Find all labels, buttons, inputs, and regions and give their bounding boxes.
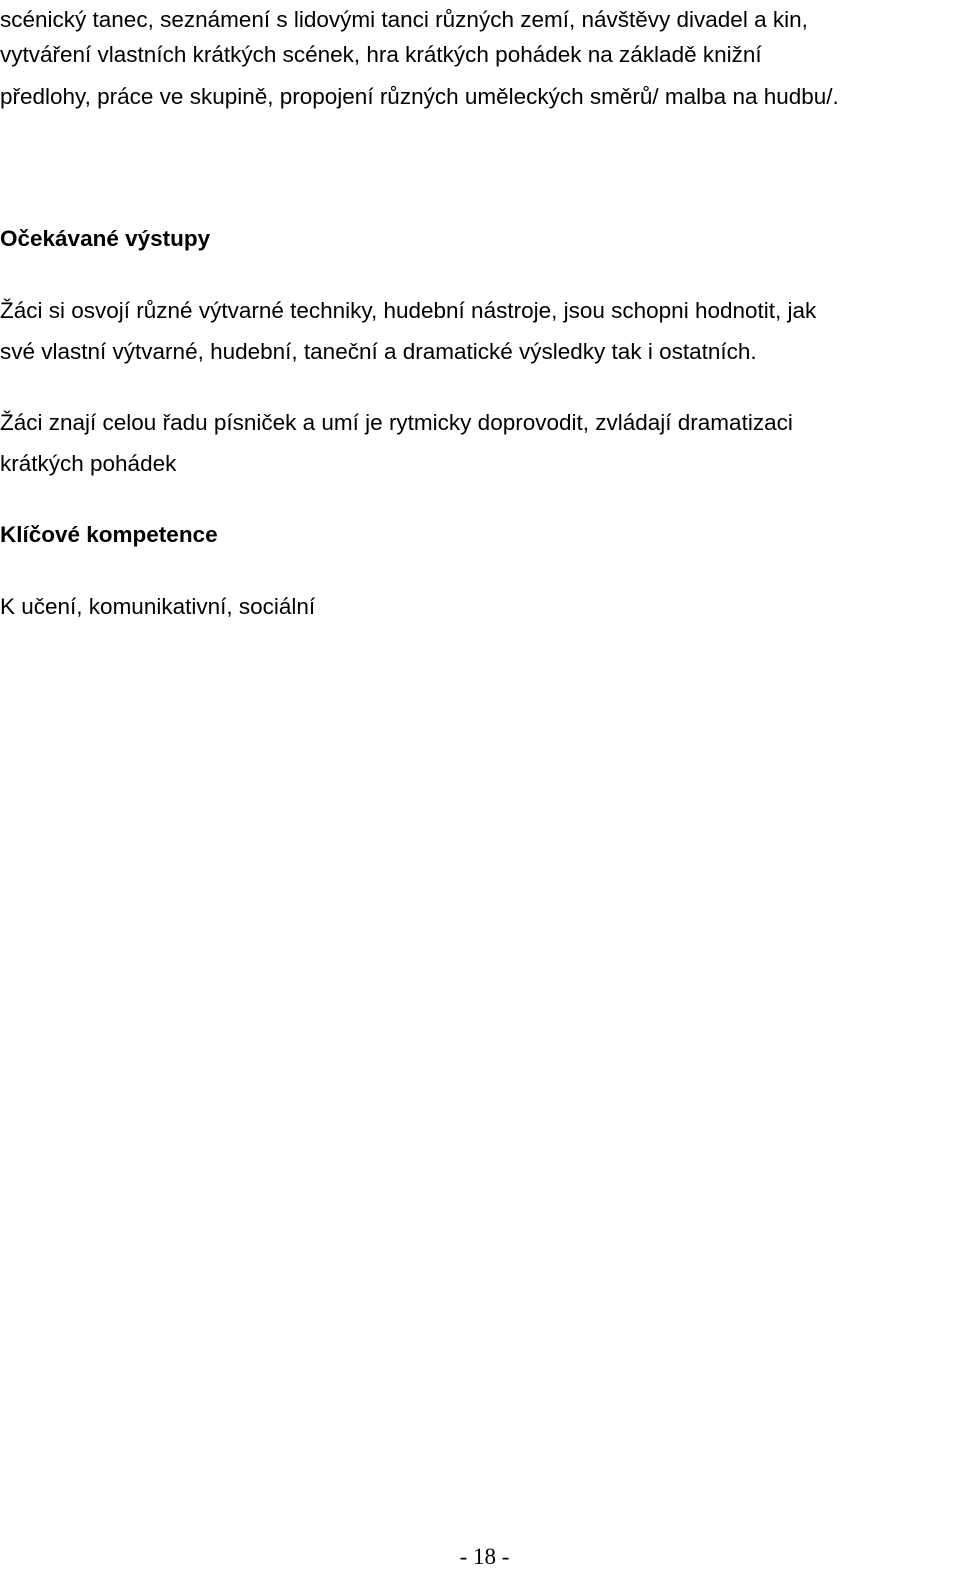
expected-outputs-p2-line-1: Žáci znají celou řadu písniček a umí je rytmicky doprovodit, zvládají dramatizaci <box>0 410 793 435</box>
intro-line-1: scénický tanec, seznámení s lidovými tanci různých zemí, návštěvy divadel a kin, <box>0 7 808 32</box>
expected-outputs-p1-line-1: Žáci si osvojí různé výtvarné techniky, hudební nástroje, jsou schopni hodnotit, jak <box>0 298 817 323</box>
page-number: - 18 - <box>459 1544 510 1569</box>
intro-line-2: vytváření vlastních krátkých scének, hra krátkých pohádek na základě knižní <box>0 42 762 67</box>
intro-line-3: předlohy, práce ve skupině, propojení různých uměleckých směrů/ malba na hudbu/. <box>0 84 839 109</box>
expected-outputs-heading: Očekávané výstupy <box>0 226 211 251</box>
key-competences-heading: Klíčové kompetence <box>0 522 218 547</box>
expected-outputs-p1-line-2: své vlastní výtvarné, hudební, taneční a dramatické výsledky tak i ostatních. <box>0 339 757 364</box>
key-competences-text: K učení, komunikativní, sociální <box>0 594 316 619</box>
expected-outputs-p2-line-2: krátkých pohádek <box>0 451 177 476</box>
